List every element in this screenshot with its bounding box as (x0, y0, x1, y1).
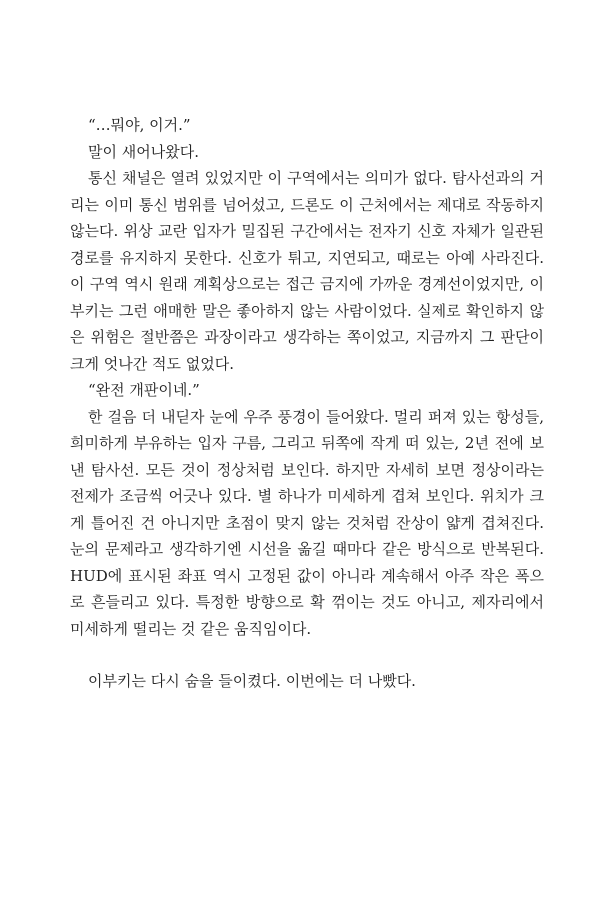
paragraph-1: 말이 새어나왔다. (88, 142, 199, 161)
paragraph-dialogue-1: “…뭐야, 이거.” (88, 116, 191, 134)
paragraph-4: 이부키는 다시 숨을 들이켰다. 이번에는 더 나빴다. (88, 672, 416, 690)
document-page (70, 112, 544, 695)
section-gap (70, 642, 544, 668)
paragraph-dialogue-2: “완전 개판이네.” (88, 381, 200, 399)
paragraph-3: 한 걸음 더 내딛자 눈에 우주 풍경이 들어왔다. 멀리 퍼져 있는 항성들, 희미하게 부유하는 입자 구름, 그리고 뒤쪽에 작게 떠 있는, 2년 전에 보낸 탐사선. 모든 것이 정상처럼 보인다. 하지만 자세히 보면 정상이라는 전제가 조금씩 어긋나 있다. 별 하나가 미세하게 겹쳐 보인다. 위치가 크게 틀어진 건 아니지만 초점이 맞지 않는 것처럼 잔상이 얇게 겹쳐진다. 눈의 문제라고 생각하기엔 시선을 옮길 때마다 같은 방식으로 반복된다. HUD에 표시된 좌표 역시 고정된 값이 아니라 계속해서 아주 작은 폭으로 흔들리고 있다. 특정한 방향으로 확 꺾이는 것도 아니고, 제자리에서 미세하게 떨리는 것 같은 움직임이다. (70, 407, 544, 638)
paragraph-2: 통신 채널은 열려 있었지만 이 구역에서는 의미가 없다. 탐사선과의 거리는 이미 통신 범위를 넘어섰고, 드론도 이 근처에서는 제대로 작동하지 않는다. 위상 교란 입자가 밀집된 구간에서는 전자기 신호 자체가 일관된 경로를 유지하지 못한다. 신호가 튀고, 지연되고, 때로는 아예 사라진다. 이 구역 역시 원래 계획상으로는 접근 금지에 가까운 경계선이었지만, 이부키는 그런 애매한 말은 좋아하지 않는 사람이었다. 실제로 확인하지 않은 위험은 절반쯤은 과장이라고 생각하는 쪽이었고, 지금까지 그 판단이 크게 엇나간 적도 없었다. (70, 169, 544, 373)
